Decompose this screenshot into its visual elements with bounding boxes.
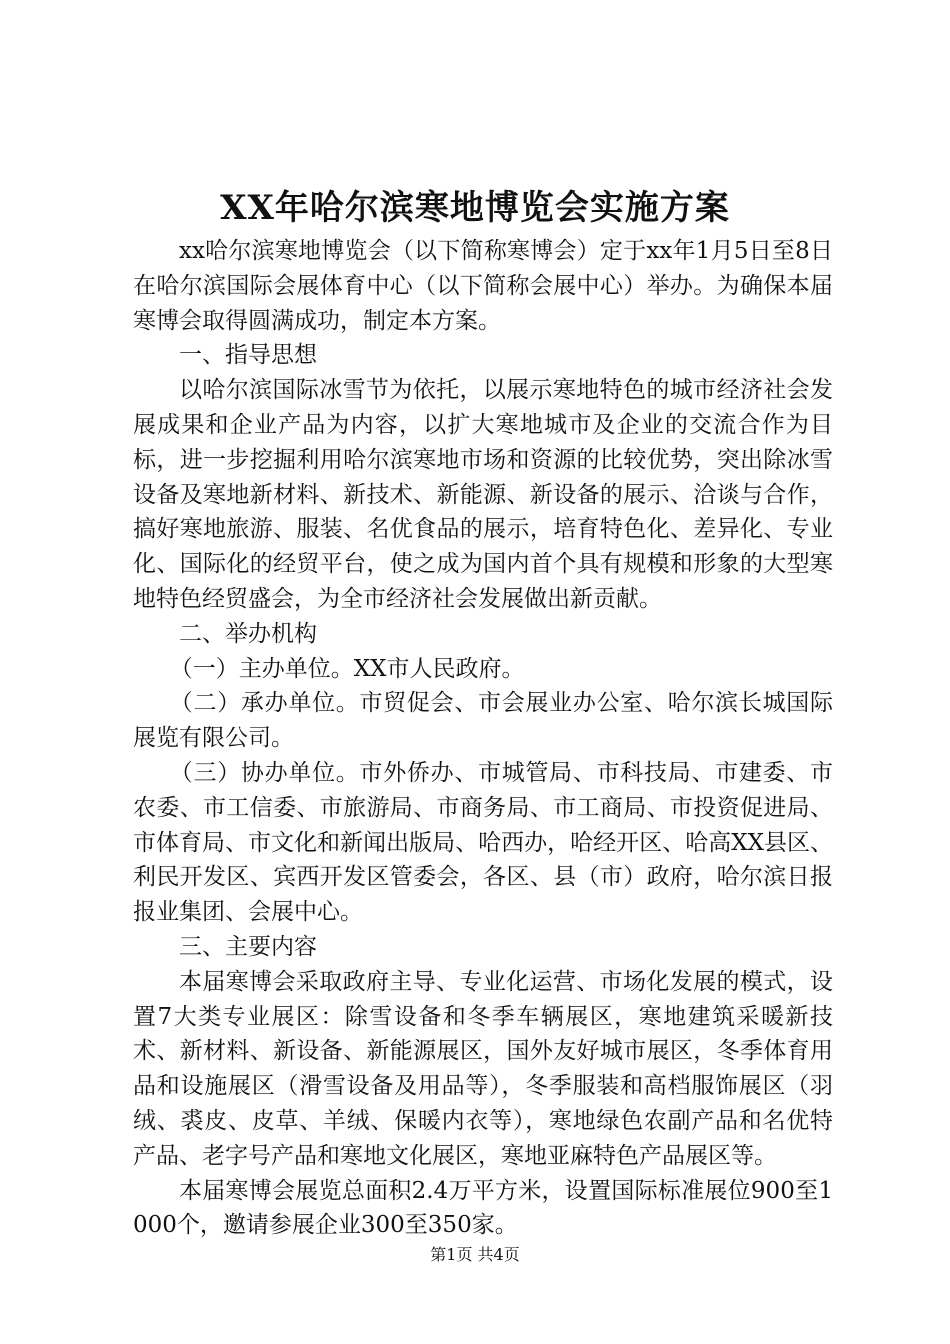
intro-paragraph: xx哈尔滨寒地博览会（以下简称寒博会）定于xx年1月5日至8日在哈尔滨国际会展体育中心（以下简称会展中心）举办。为确保本届寒博会取得圆满成功，制定本方案。 xyxy=(133,238,833,334)
organizer-unit-paragraph: （二）承办单位。市贸促会、市会展业办公室、哈尔滨长城国际展览有限公司。 xyxy=(133,690,833,752)
document-body xyxy=(133,234,833,1243)
section-heading-guiding-thought: 一、指导思想 xyxy=(179,342,317,369)
main-content-paragraph: 本届寒博会采取政府主导、专业化运营、市场化发展的模式，设置7大类专业展区：除雪设备和冬季车辆展区，寒地建筑采暖新技术、新材料、新设备、新能源展区，国外友好城市展区，冬季体育用品和设施展区（滑雪设备及用品等），冬季服装和高档服饰展区（羽绒、裘皮、皮草、羊绒、保暖内衣等），寒地绿色农副产品和名优特产品、老字号产品和寒地文化展区，寒地亚麻特色产品展区等。 xyxy=(133,968,833,1169)
document-title: XX年哈尔滨寒地博览会实施方案 xyxy=(220,188,730,228)
guiding-thought-paragraph: 以哈尔滨国际冰雪节为依托，以展示寒地特色的城市经济社会发展成果和企业产品为内容，以扩大寒地城市及企业的交流合作为目标，进一步挖掘利用哈尔滨寒地市场和资源的比较优势，突出除冰雪设备及寒地新材料、新技术、新能源、新设备的展示、洽谈与合作，搞好寒地旅游、服装、名优食品的展示，培育特色化、差异化、专业化、国际化的经贸平台，使之成为国内首个具有规模和形象的大型寒地特色经贸盛会，为全市经济社会发展做出新贡献。 xyxy=(133,377,833,612)
section-heading-main-content: 三、主要内容 xyxy=(179,933,317,960)
exhibition-scale-paragraph: 本届寒博会展览总面积2.4万平方米，设置国际标准展位900至1000个，邀请参展企业300至350家。 xyxy=(133,1177,833,1239)
co-organizer-unit-paragraph: （三）协办单位。市外侨办、市城管局、市科技局、市建委、市农委、市工信委、市旅游局、市商务局、市工商局、市投资促进局、市体育局、市文化和新闻出版局、哈西办，哈经开区、哈高XX县区、利民开发区、宾西开发区管委会，各区、县（市）政府，哈尔滨日报报业集团、会展中心。 xyxy=(133,759,833,926)
host-unit-paragraph: （一）主办单位。XX市人民政府。 xyxy=(169,655,525,682)
page-number-footer: 第1页 共4页 xyxy=(430,1245,520,1264)
section-heading-organizers: 二、举办机构 xyxy=(179,620,317,647)
